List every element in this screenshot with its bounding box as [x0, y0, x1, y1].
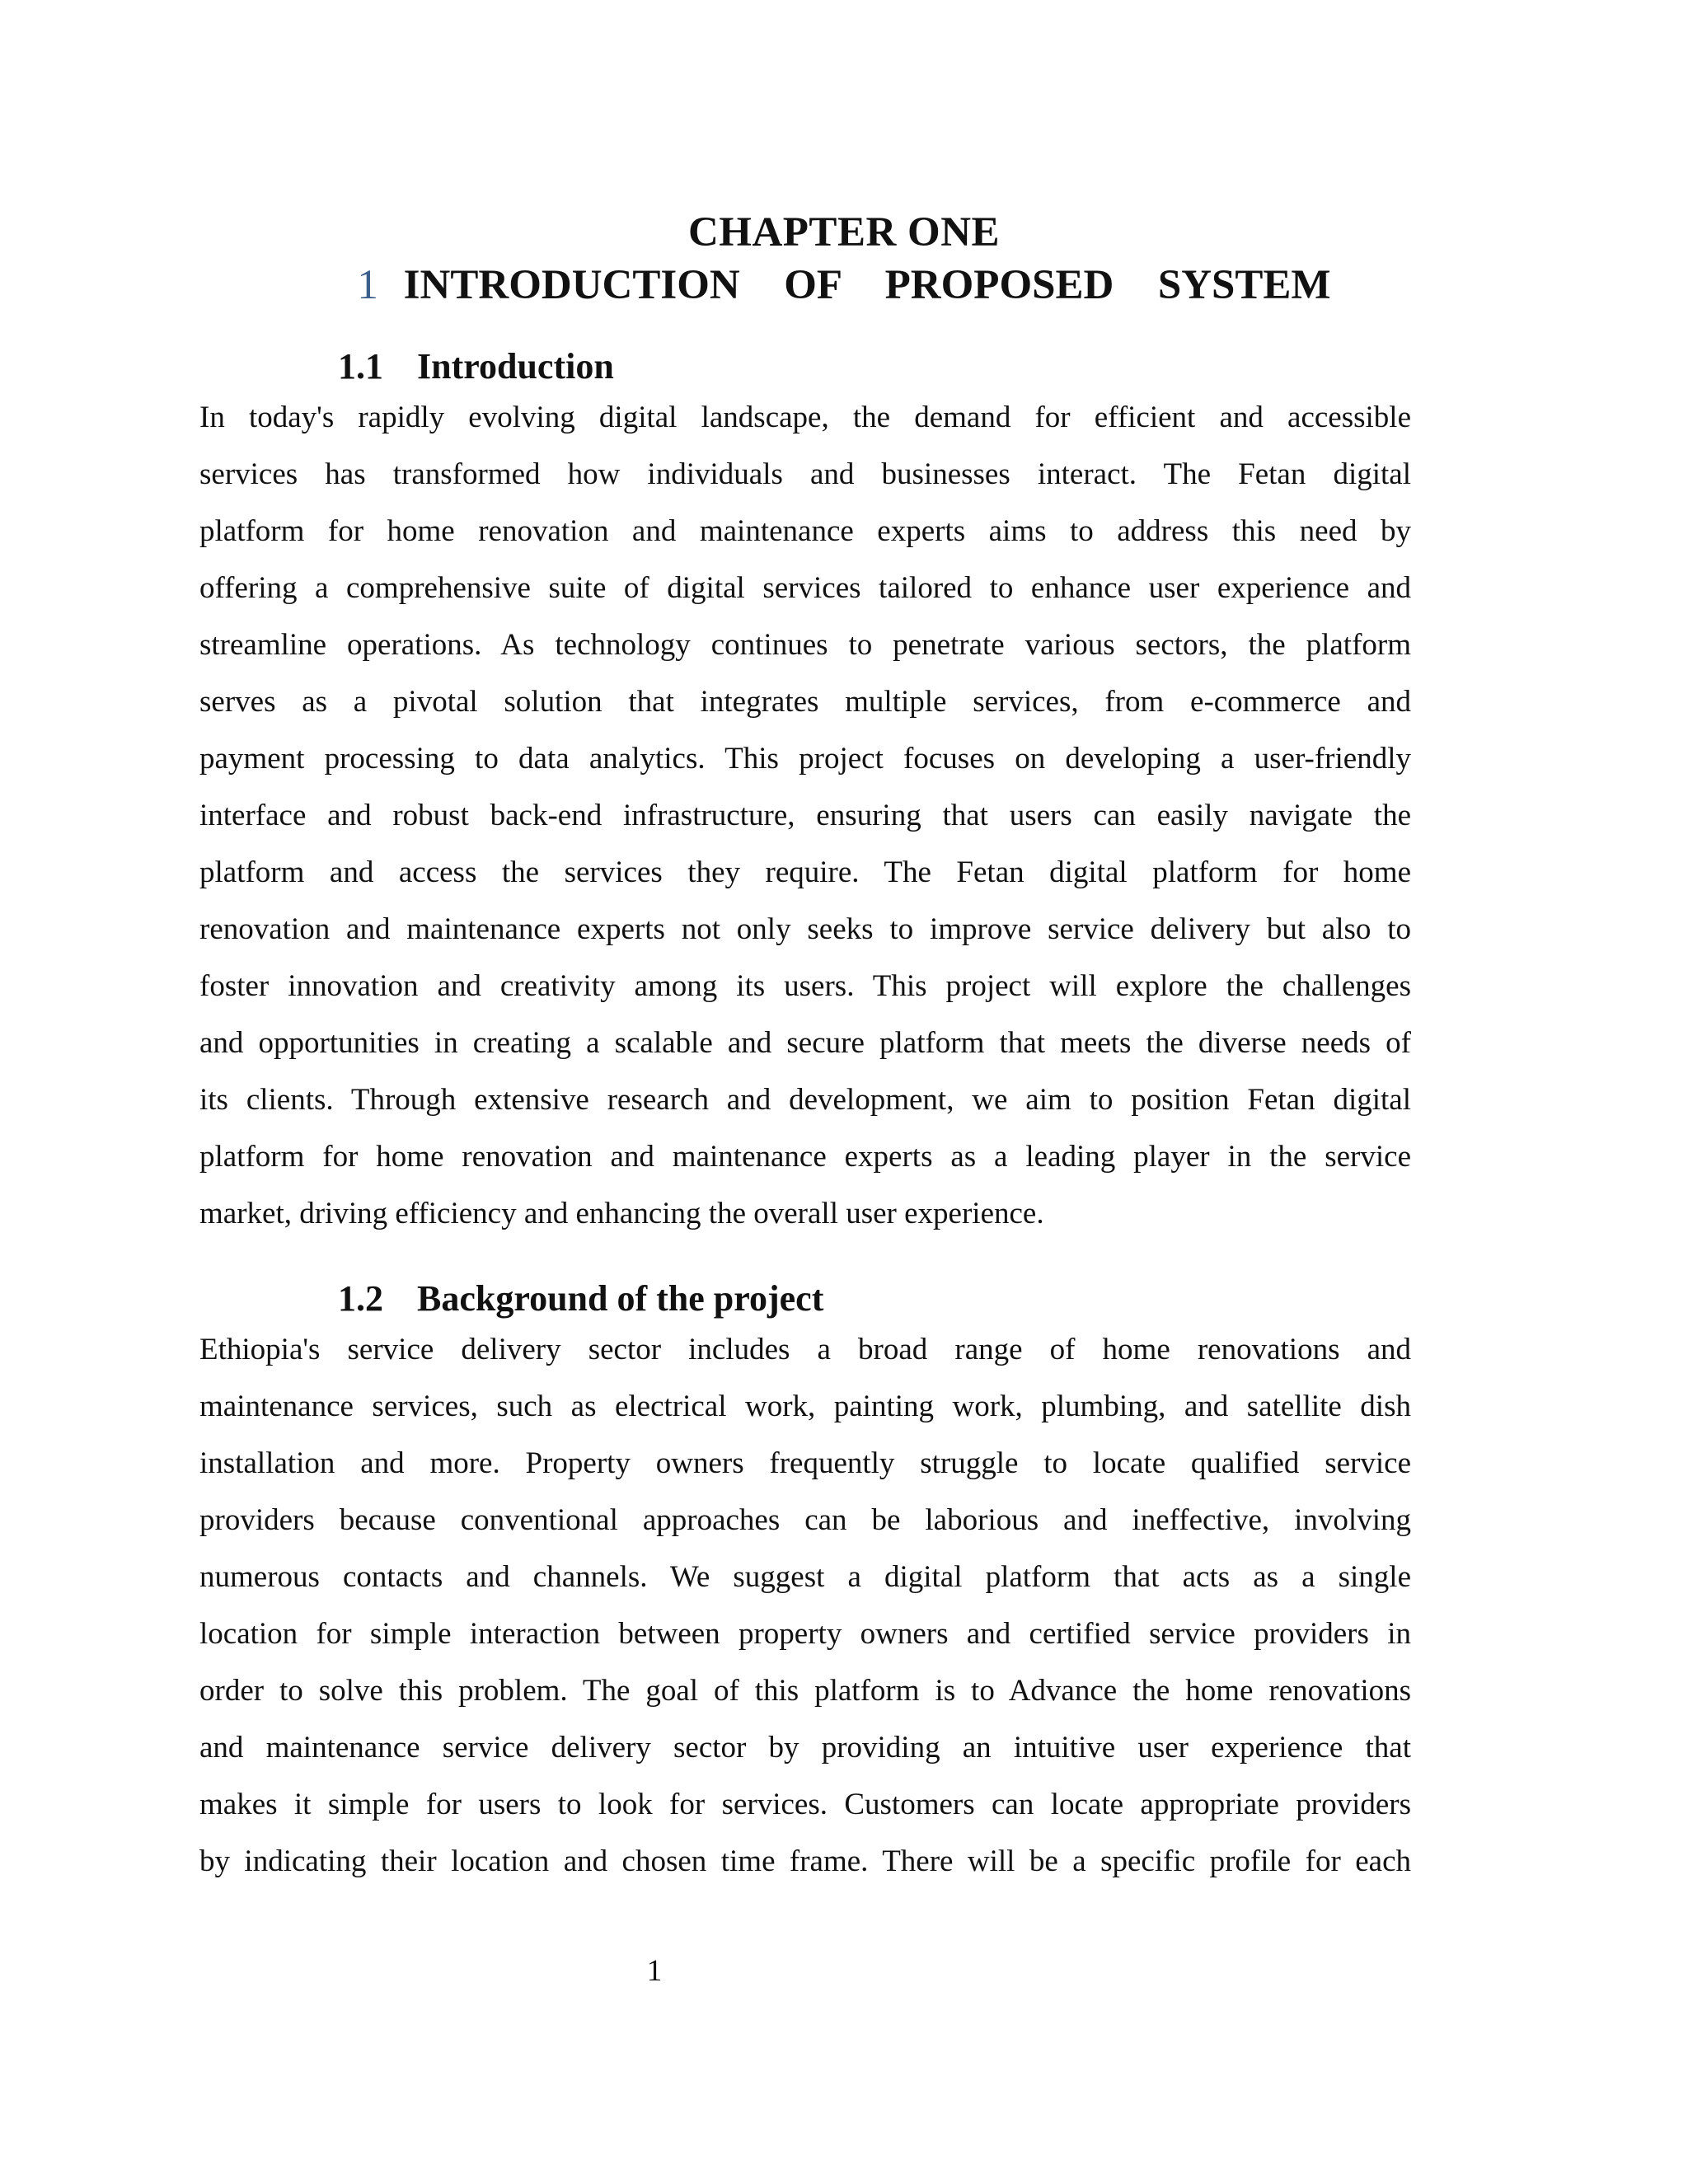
chapter-subtitle: INTRODUCTION OF PROPOSED SYSTEM	[403, 262, 1331, 308]
chapter-title: CHAPTER ONE	[687, 209, 1001, 255]
paragraph-line: In today's rapidly evolving digital landscape, the demand for efficient and accessible	[199, 401, 1411, 434]
chapter-heading	[0, 260, 1688, 310]
paragraph-line: renovation and maintenance experts not only seeks to improve service delivery but also to	[199, 912, 1411, 946]
background-paragraph	[199, 1321, 1411, 1890]
paragraph-line: order to solve this problem. The goal of this platform is to Advance the home renovations	[199, 1674, 1411, 1708]
paragraph-line: foster innovation and creativity among its users. This project will explore the challenges	[199, 969, 1411, 1003]
introduction-paragraph	[199, 389, 1411, 1242]
page-number: 1	[646, 1954, 663, 1988]
section-number: 1.2	[338, 1278, 383, 1319]
section-title: Introduction	[417, 346, 614, 387]
paragraph-line: platform for home renovation and maintenance experts aims to address this need by	[199, 514, 1411, 548]
paragraph-line: and maintenance service delivery sector by providing an intuitive user experience that	[199, 1731, 1411, 1765]
section-heading-background	[338, 1277, 823, 1320]
paragraph-line: market, driving efficiency and enhancing the overall user experience.	[199, 1197, 1044, 1230]
paragraph-line: and opportunities in creating a scalable and secure platform that meets the diverse needs of	[199, 1026, 1411, 1060]
paragraph-line: installation and more. Property owners frequently struggle to locate qualified service	[199, 1446, 1411, 1480]
paragraph-line: payment processing to data analytics. This project focuses on developing a user-friendly	[199, 742, 1411, 776]
paragraph-line: maintenance services, such as electrical work, painting work, plumbing, and satellite dish	[199, 1390, 1411, 1423]
paragraph-line: offering a comprehensive suite of digital services tailored to enhance user experience and	[199, 571, 1411, 605]
paragraph-line: services has transformed how individuals and businesses interact. The Fetan digital	[199, 457, 1411, 491]
paragraph-line: platform for home renovation and maintenance experts as a leading player in the service	[199, 1140, 1411, 1174]
paragraph-line: by indicating their location and chosen time frame. There will be a specific profile for each	[199, 1844, 1411, 1878]
chapter-number: 1	[357, 262, 378, 308]
paragraph-line: providers because conventional approaches can be laborious and ineffective, involving	[199, 1503, 1411, 1537]
paragraph-line: platform and access the services they require. The Fetan digital platform for home	[199, 855, 1411, 889]
paragraph-line: streamline operations. As technology continues to penetrate various sectors, the platform	[199, 628, 1411, 662]
section-heading-introduction	[338, 345, 614, 388]
paragraph-line: its clients. Through extensive research and development, we aim to position Fetan digital	[199, 1083, 1411, 1117]
paragraph-line: location for simple interaction between property owners and certified service providers in	[199, 1617, 1411, 1651]
paragraph-line: interface and robust back-end infrastructure, ensuring that users can easily navigate the	[199, 799, 1411, 832]
section-title: Background of the project	[417, 1278, 824, 1319]
section-number: 1.1	[338, 346, 383, 387]
paragraph-line: makes it simple for users to look for services. Customers can locate appropriate providers	[199, 1788, 1411, 1821]
paragraph-line: serves as a pivotal solution that integrates multiple services, from e-commerce and	[199, 685, 1411, 719]
paragraph-line: numerous contacts and channels. We suggest a digital platform that acts as a single	[199, 1560, 1411, 1594]
paragraph-line: Ethiopia's service delivery sector includes a broad range of home renovations and	[199, 1333, 1411, 1366]
